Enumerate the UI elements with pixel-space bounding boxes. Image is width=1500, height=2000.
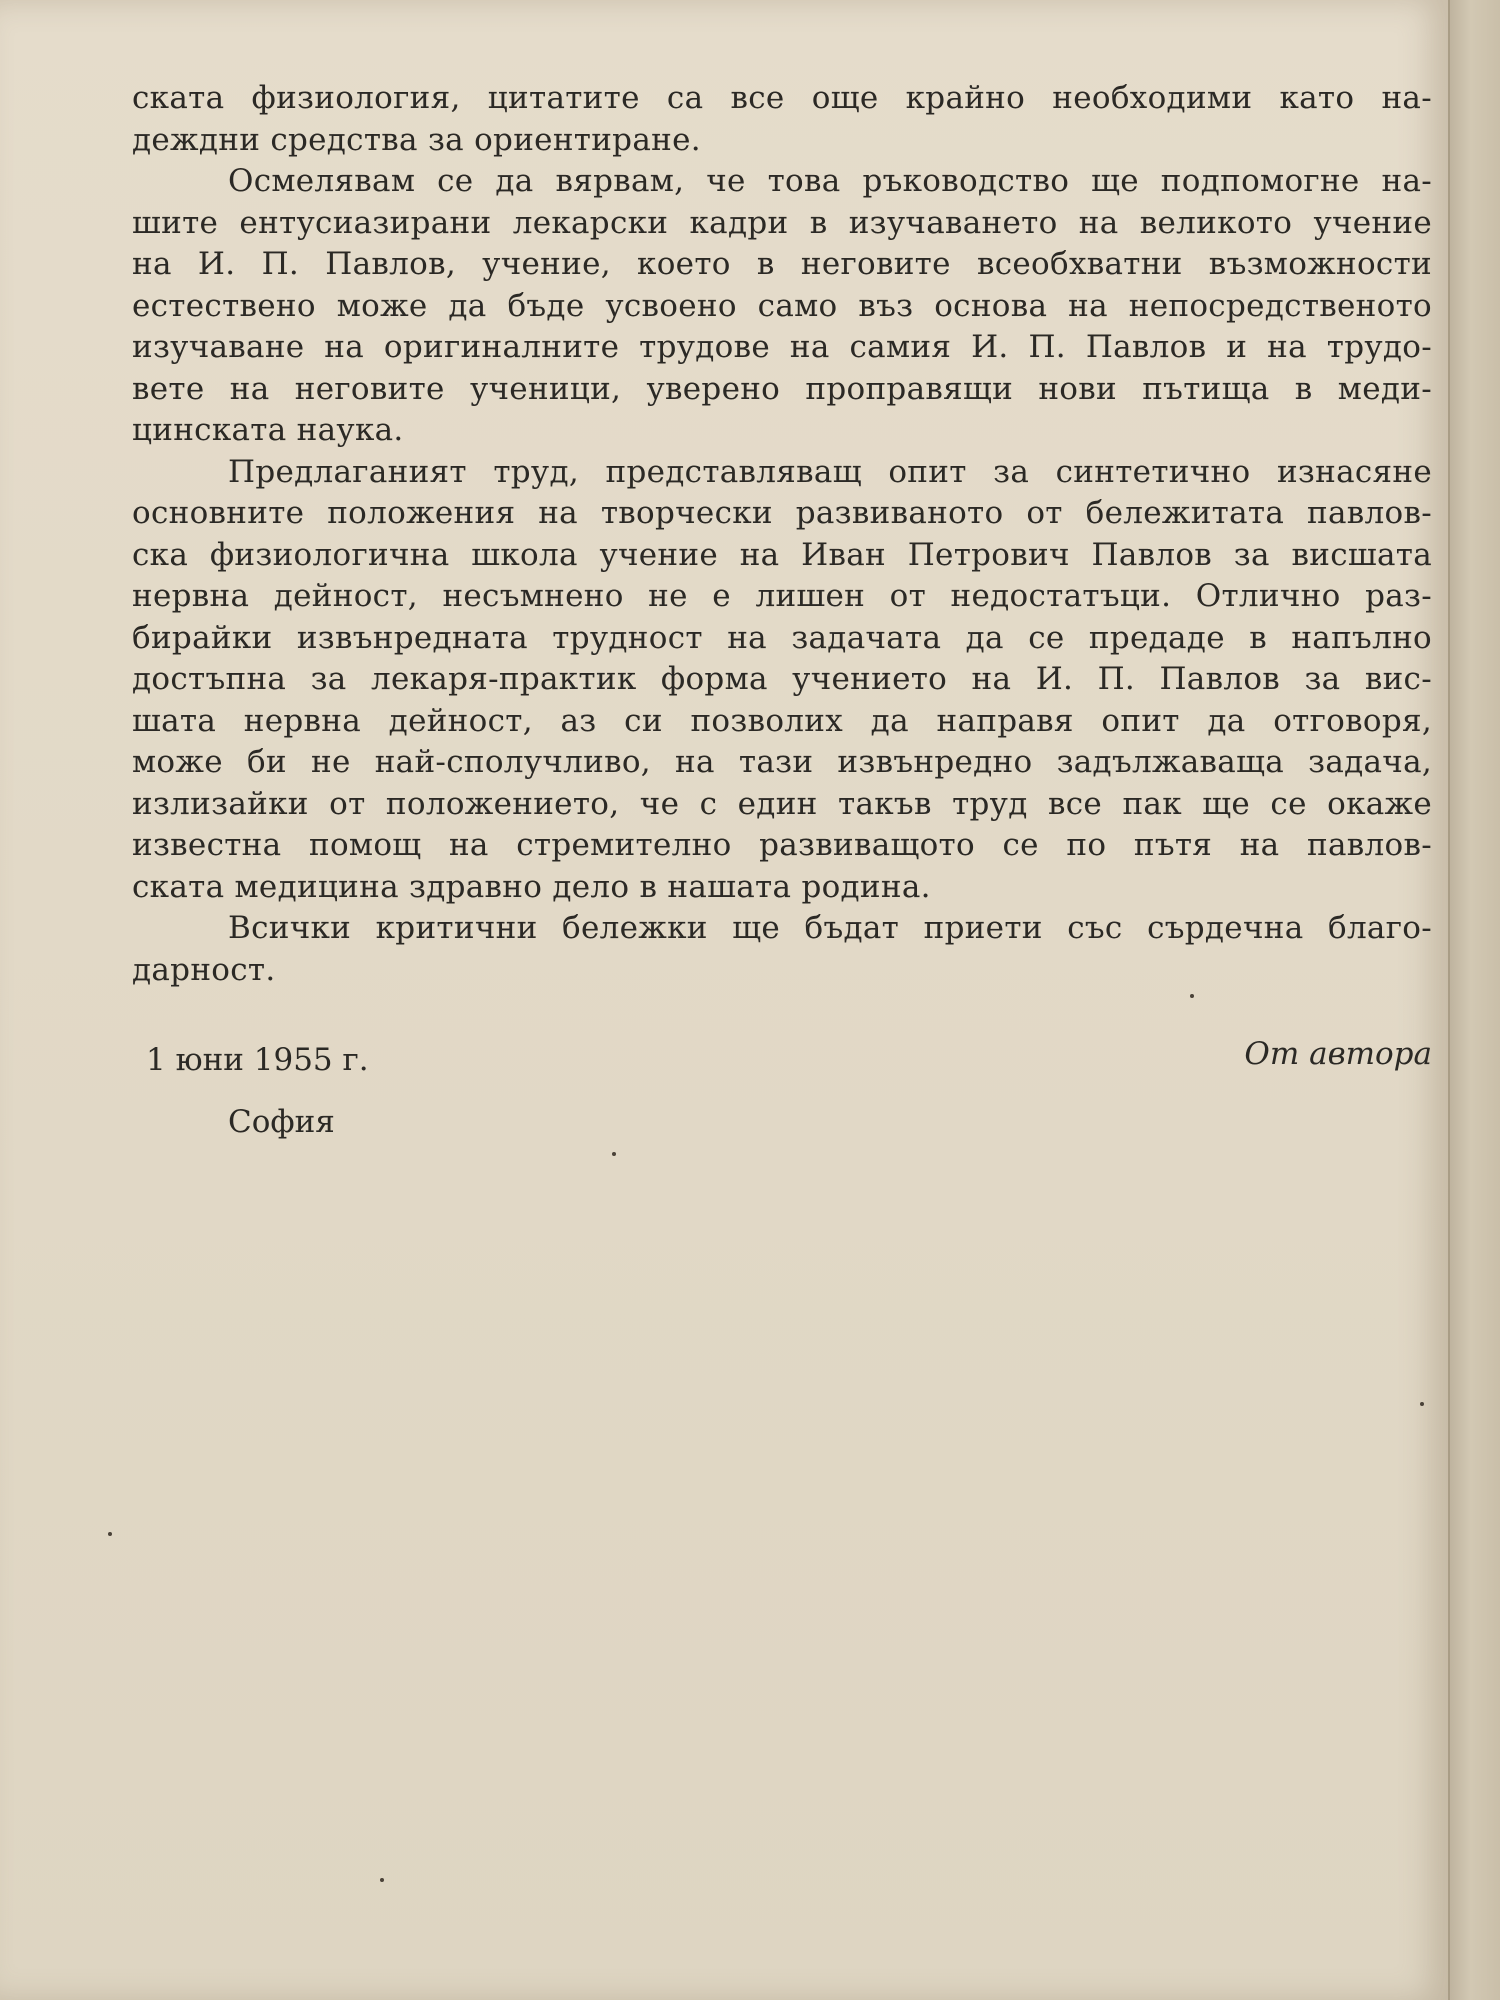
text-line: известна помощ на стремително развиващото се по пътя на павлов-: [132, 827, 1432, 863]
text-line: основните положения на творчески развиваното от бележитата павлов-: [132, 495, 1432, 531]
text-line: естествено може да бъде усвоено само въз основа на непосредственото: [132, 287, 1432, 324]
text-line: достъпна за лекаря-практик форма учението на И. П. Павлов за вис-: [132, 661, 1432, 697]
text-line: изучаване на оригиналните трудове на самия И. П. Павлов и на трудо-: [132, 329, 1432, 365]
text-line: дарност.: [132, 951, 276, 988]
preface-text: [132, 78, 1432, 991]
text-line: ската медицина здравно дело в нашата родина.: [132, 868, 931, 905]
city-line: София: [228, 1104, 335, 1140]
paragraph-start-line: Предлаганият труд, представляващ опит за синтетично изнасяне: [228, 453, 1432, 490]
text-line: на И. П. Павлов, учение, което в неговите всеобхватни възможности: [132, 246, 1432, 282]
text-line: вете на неговите ученици, уверено проправящи нови пътища в меди-: [132, 370, 1432, 407]
text-line: цинската наука.: [132, 412, 404, 448]
paper-speck: [1190, 994, 1194, 998]
paper-speck: [612, 1152, 616, 1156]
text-line: бирайки извънредната трудност на задачата да се предаде в напълно: [132, 619, 1432, 656]
text-line: шите ентусиазирани лекарски кадри в изучаването на великото учение: [132, 204, 1432, 241]
text-line: ска физиологична школа учение на Иван Петрович Павлов за висшата: [132, 536, 1432, 573]
paragraph-start-line: Всички критични бележки ще бъдат приети със сърдечна благо-: [228, 910, 1432, 946]
paper-speck: [1420, 1402, 1424, 1406]
text-line: нервна дейност, несъмнено не е лишен от недостатъци. Отлично раз-: [132, 578, 1432, 614]
paper-speck: [380, 1878, 384, 1882]
text-line: излизайки от положението, че с един такъв труд все пак ще се окаже: [132, 785, 1432, 822]
paper-speck: [108, 1532, 112, 1536]
date-line: 1 юни 1955 г.: [146, 1042, 369, 1078]
author-signature: От автора: [1244, 1036, 1432, 1072]
text-line: може би не най-сполучливо, на тази извънредно задължаваща задача,: [132, 744, 1432, 780]
text-line: деждни средства за ориентиране.: [132, 121, 701, 158]
paragraph-start-line: Осмелявам се да вярвам, че това ръководство ще подпомогне на-: [228, 163, 1432, 199]
page-edge: [1448, 0, 1500, 2000]
text-line: шата нервна дейност, аз си позволих да направя опит да отговоря,: [132, 702, 1432, 739]
text-line: ската физиология, цитатите са все още крайно необходими като на-: [132, 80, 1432, 116]
